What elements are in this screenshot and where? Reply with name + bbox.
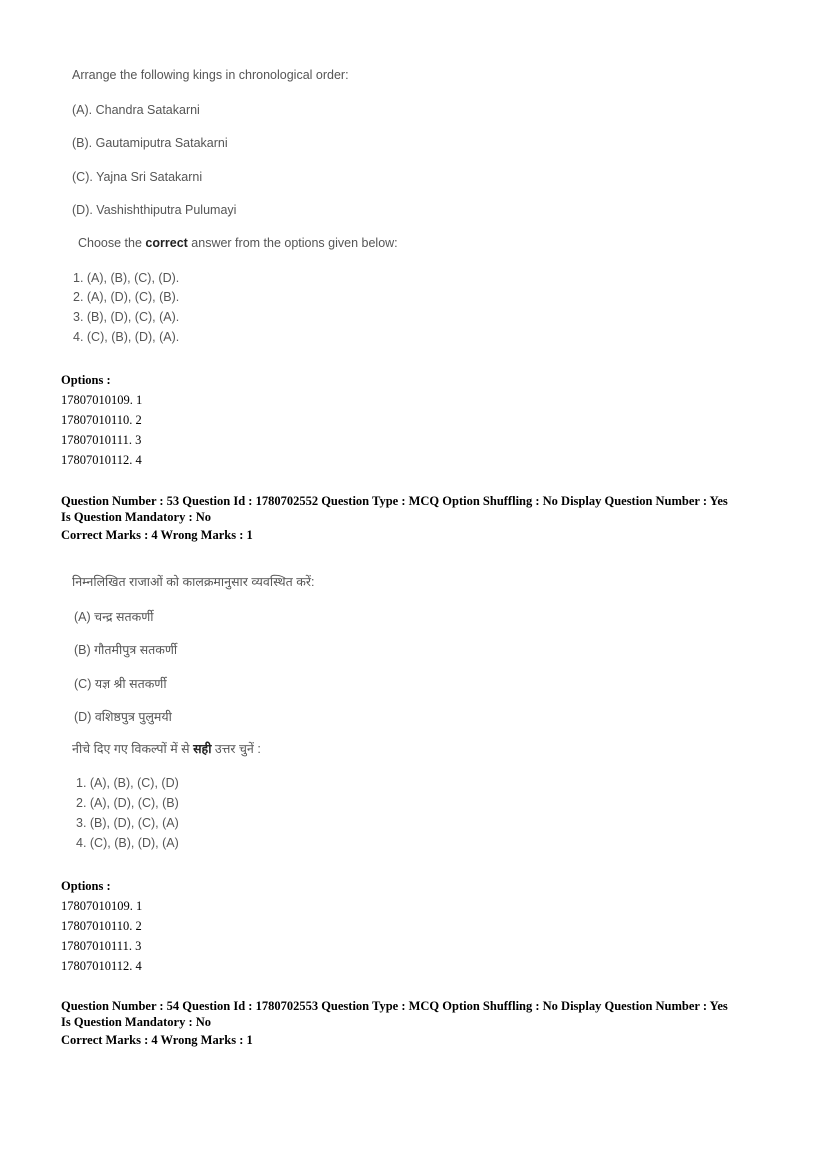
item-b: (B). Gautamiputra Satakarni xyxy=(72,136,228,150)
meta-line-2: Is Question Mandatory : No xyxy=(61,510,212,524)
options-title: Options : xyxy=(61,373,111,387)
options-title: Options : xyxy=(61,879,111,893)
option-row: 17807010112. 4 xyxy=(61,959,142,973)
option-row: 17807010110. 2 xyxy=(61,413,142,427)
choice-3: 3. (B), (D), (C), (A) xyxy=(76,816,179,830)
item-d: (D) वशिष्ठपुत्र पुलुमयी xyxy=(74,710,172,724)
meta-line-1: Question Number : 54 Question Id : 1780702553 Question Type : MCQ Option Shuffling : No Display Question Number : Yes xyxy=(61,999,728,1013)
instruction-bold: correct xyxy=(145,236,188,250)
option-row: 17807010110. 2 xyxy=(61,919,142,933)
item-d: (D). Vashishthiputra Pulumayi xyxy=(72,203,237,217)
question-54-meta xyxy=(61,998,781,1048)
option-row: 17807010112. 4 xyxy=(61,453,142,467)
instruction-after: answer from the options given below: xyxy=(187,236,398,250)
instruction xyxy=(72,740,261,757)
choice-2: 2. (A), (D), (C), (B) xyxy=(76,796,179,810)
instruction-after: उत्तर चुनें : xyxy=(211,742,261,756)
meta-line-3: Correct Marks : 4 Wrong Marks : 1 xyxy=(61,528,253,542)
option-row: 17807010109. 1 xyxy=(61,899,143,913)
options-list-q53 xyxy=(61,876,142,976)
item-b: (B) गौतमीपुत्र सतकर्णी xyxy=(74,643,178,657)
item-a: (A) चन्द्र सतकर्णी xyxy=(74,610,154,624)
option-row: 17807010111. 3 xyxy=(61,433,142,447)
question-53-meta xyxy=(61,493,781,543)
choice-1: 1. (A), (B), (C), (D). xyxy=(73,271,180,285)
choice-2: 2. (A), (D), (C), (B). xyxy=(73,290,180,304)
option-row: 17807010109. 1 xyxy=(61,393,143,407)
choice-1: 1. (A), (B), (C), (D) xyxy=(76,776,179,790)
item-c: (C) यज्ञ श्री सतकर्णी xyxy=(74,677,167,691)
choice-4: 4. (C), (B), (D), (A) xyxy=(76,836,179,850)
option-row: 17807010111. 3 xyxy=(61,939,142,953)
options-list-q52 xyxy=(61,370,142,470)
instruction xyxy=(78,236,398,250)
item-a: (A). Chandra Satakarni xyxy=(72,103,200,117)
question-prompt: Arrange the following kings in chronological order: xyxy=(72,68,349,82)
choice-4: 4. (C), (B), (D), (A). xyxy=(73,330,180,344)
instruction-before: नीचे दिए गए विकल्पों में से xyxy=(72,742,194,756)
item-c: (C). Yajna Sri Satakarni xyxy=(72,170,203,184)
choice-3: 3. (B), (D), (C), (A). xyxy=(73,310,180,324)
meta-line-1: Question Number : 53 Question Id : 1780702552 Question Type : MCQ Option Shuffling : No Display Question Number : Yes xyxy=(61,494,728,508)
instruction-bold: सही xyxy=(193,742,212,756)
meta-line-2: Is Question Mandatory : No xyxy=(61,1015,212,1029)
question-prompt: निम्नलिखित राजाओं को कालक्रमानुसार व्यवस्थित करें: xyxy=(72,575,315,589)
meta-line-3: Correct Marks : 4 Wrong Marks : 1 xyxy=(61,1033,253,1047)
instruction-before: Choose the xyxy=(78,236,146,250)
